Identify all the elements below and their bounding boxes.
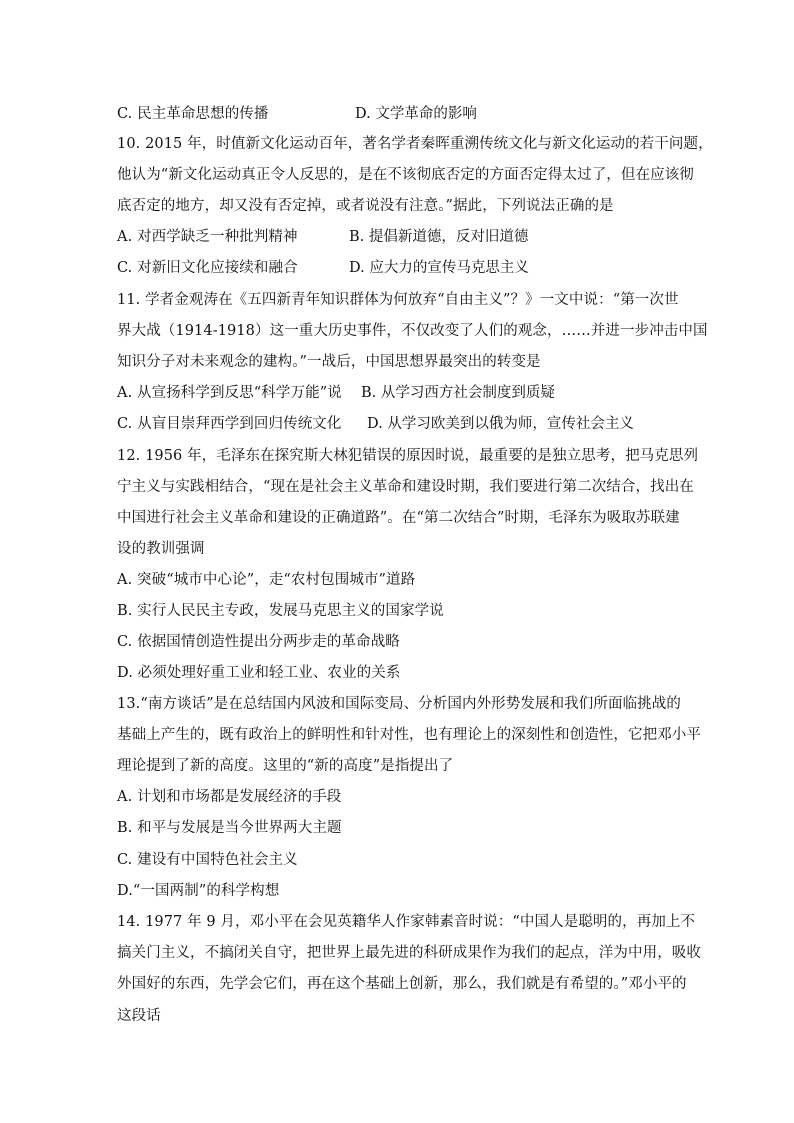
q9-option-c: C. 民主革命思想的传播 xyxy=(117,106,269,122)
q10-option-d: D. 应大力的宣传马克思主义 xyxy=(349,260,529,276)
q13-option-a: A. 计划和市场都是发展经济的手段 xyxy=(117,789,342,805)
q14-stem-line-3: 外国好的东西，先学会它们，再在这个基础上创新，那么，我们就是有希望的。”邓小平的 xyxy=(117,976,687,992)
q13-stem-line-3: 理论提到了新的高度。这里的“新的高度”是指提出了 xyxy=(117,758,454,774)
q14-stem-line-1: 14. 1977 年 9 月，邓小平在会见英籍华人作家韩素音时说：“中国人是聪明的，再加上不 xyxy=(117,914,696,930)
q11-option-a: A. 从宣扬科学到反思“科学万能”说 xyxy=(117,385,342,401)
q12-stem-line-3: 中国进行社会主义革命和建设的正确道路”。在“第二次结合”时期，毛泽东为吸取苏联建 xyxy=(117,510,680,526)
q12-option-a: A. 突破“城市中心论”，走“农村包围城市”道路 xyxy=(117,572,416,588)
q11-option-c: C. 从盲目崇拜西学到回归传统文化 xyxy=(117,416,342,432)
q10-option-b: B. 提倡新道德，反对旧道德 xyxy=(349,229,529,245)
q10-stem-line-2: 他认为“新文化运动真正令人反思的，是在不该彻底否定的方面否定得太过了，但在应该彻 xyxy=(117,167,694,183)
q10-option-a: A. 对西学缺乏一种批判精神 xyxy=(117,229,298,245)
q14-stem-line-2: 搞关门主义，不搞闭关自守，把世界上最先进的科研成果作为我们的起点，洋为中用，吸收 xyxy=(117,945,701,961)
q14-stem-line-4: 这段话 xyxy=(117,1008,161,1024)
q10-option-c: C. 对新旧文化应接续和融合 xyxy=(117,260,298,276)
q10-stem-line-1: 10. 2015 年，时值新文化运动百年，著名学者秦晖重溯传统文化与新文化运动的若干问题， xyxy=(117,136,713,152)
q11-stem-line-1: 11. 学者金观涛在《五四新青年知识群体为何放弃“自由主义”？》一文中说：“第一次世 xyxy=(117,292,679,308)
q13-option-c: C. 建设有中国特色社会主义 xyxy=(117,852,298,868)
q11-option-b: B. 从学习西方社会制度到质疑 xyxy=(361,385,555,401)
q12-stem-line-2: 宁主义与实践相结合，“现在是社会主义革命和建设时期，我们要进行第二次结合，找出在 xyxy=(117,479,694,495)
q12-stem-line-1: 12. 1956 年，毛泽东在探究斯大林犯错误的原因时说，最重要的是独立思考，把马克思列 xyxy=(117,448,699,464)
q13-stem-line-1: 13.“南方谈话”是在总结国内风波和国际变局、分析国内外形势发展和我们所面临挑战的 xyxy=(117,696,681,712)
q11-stem-line-2: 界大战（1914-1918）这一重大历史事件，不仅改变了人们的观念，……并进一步冲击中国 xyxy=(117,323,708,339)
q13-option-d: D.“一国两制”的科学构想 xyxy=(117,883,280,899)
q12-option-d: D. 必须处理好重工业和轻工业、农业的关系 xyxy=(117,665,401,681)
q13-stem-line-2: 基础上产生的，既有政治上的鲜明性和针对性，也有理论上的深刻性和创造性，它把邓小平 xyxy=(117,727,701,743)
q12-option-b: B. 实行人民民主专政，发展马克思主义的国家学说 xyxy=(117,603,444,619)
q13-option-b: B. 和平与发展是当今世界两大主题 xyxy=(117,820,342,836)
q12-stem-line-4: 设的教训强调 xyxy=(117,541,205,557)
q11-stem-line-3: 知识分子对未来观念的建构。”一战后，中国思想界最突出的转变是 xyxy=(117,354,541,370)
q10-stem-line-3: 底否定的地方，却又没有否定掉，或者说没有注意。”据此，下列说法正确的是 xyxy=(117,198,614,214)
q12-option-c: C. 依据国情创造性提出分两步走的革命战略 xyxy=(117,634,400,650)
q11-option-d: D. 从学习欧美到以俄为师，宣传社会主义 xyxy=(367,416,634,432)
q9-option-d: D. 文学革命的影响 xyxy=(355,106,477,122)
